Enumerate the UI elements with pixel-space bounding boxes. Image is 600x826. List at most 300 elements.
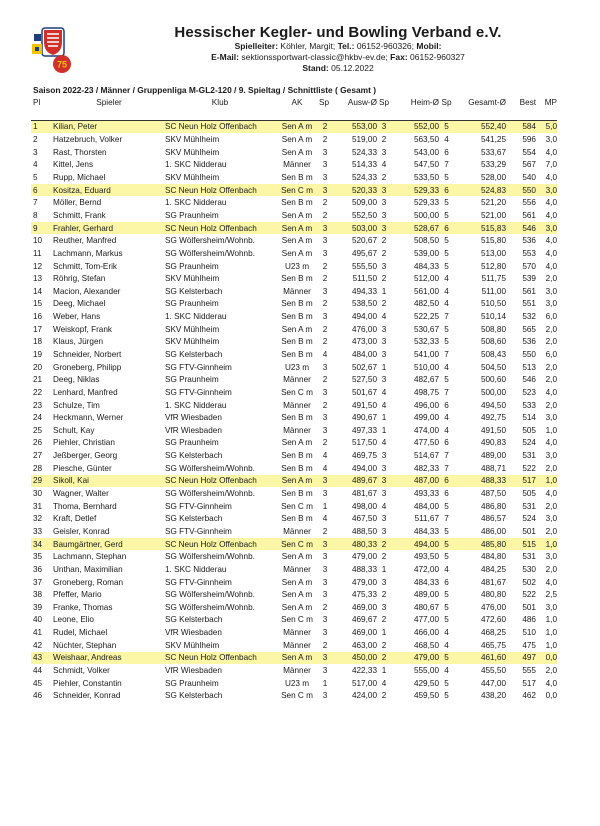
cell-pl: 35 — [33, 552, 43, 562]
cell-gesamt: 488,33 — [454, 475, 506, 488]
table-row — [31, 652, 557, 665]
cell-best: 550 — [522, 349, 536, 359]
cell-sp-heim: 2 — [377, 538, 391, 551]
cell-sp-ausw: 3 — [322, 173, 328, 183]
cell-ausw: 469,67 — [351, 615, 377, 625]
cell-ak: Sen C m — [281, 387, 313, 397]
cell-pl: 16 — [33, 312, 43, 322]
cell-pl: 37 — [33, 577, 43, 587]
cell-best: 551 — [522, 299, 536, 309]
cell-sp-heim: 3 — [381, 337, 387, 347]
table-row — [31, 677, 557, 690]
cell-sp-ges: 6 — [439, 184, 454, 197]
cell-gesamt: 508,60 — [480, 337, 506, 347]
cell-mp: 2,0 — [545, 526, 557, 536]
cell-klub: SKV Mühlheim — [165, 640, 220, 650]
table-row — [31, 588, 557, 601]
cell-heim: 482,67 — [413, 375, 439, 385]
table-row — [31, 550, 557, 563]
cell-pl: 36 — [33, 564, 43, 574]
cell-sp-ausw: 2 — [322, 375, 328, 385]
cell-pl: 11 — [33, 248, 42, 258]
table-row — [31, 373, 557, 386]
header-divider — [31, 107, 557, 120]
cell-best: 475 — [522, 640, 536, 650]
cell-gesamt: 489,00 — [480, 451, 506, 461]
cell-ak: Sen B m — [281, 489, 313, 499]
table-row — [31, 159, 557, 172]
cell-ausw: 555,50 — [351, 261, 377, 271]
cell-gesamt: 515,80 — [480, 236, 506, 246]
cell-best: 556 — [522, 198, 536, 208]
stand-line: Stand: 05.12.2022 — [302, 63, 374, 73]
cell-best: 570 — [522, 261, 536, 271]
cell-sp-ausw: 3 — [322, 691, 328, 701]
table-row — [31, 348, 557, 361]
cell-sp-heim: 2 — [381, 691, 387, 701]
cell-klub: 1. SKC Nidderau — [165, 160, 227, 170]
cell-mp: 4,0 — [545, 387, 557, 397]
cell-spieler: Lachmann, Stephan — [53, 552, 127, 562]
cell-sp-heim: 3 — [381, 489, 387, 499]
cell-gesamt: 500,60 — [480, 375, 506, 385]
cell-klub: SG FTV-Ginnheim — [165, 387, 232, 397]
col-header-best: Best — [519, 97, 536, 107]
cell-sp-ges: 6 — [444, 438, 449, 448]
cell-ak: Sen B m — [281, 413, 313, 423]
cell-gesamt: 455,50 — [480, 666, 506, 675]
cell-gesamt: 513,00 — [480, 248, 506, 258]
cell-ausw: 494,33 — [351, 286, 377, 296]
col-header-heim: Heim-Ø — [410, 97, 439, 107]
cell-ausw: 495,67 — [351, 248, 377, 258]
cell-mp: 2,0 — [545, 324, 557, 334]
cell-ausw: 490,67 — [351, 413, 377, 423]
cell-ak: Männer — [283, 400, 311, 410]
cell-sp-ges: 5 — [444, 552, 449, 562]
cell-sp-ausw: 2 — [322, 324, 328, 334]
cell-best: 539 — [522, 274, 536, 284]
cell-best: 522 — [522, 463, 536, 473]
cell-heim: 528,67 — [391, 222, 439, 235]
cell-sp-ausw: 3 — [322, 564, 328, 574]
cell-heim: 482,33 — [413, 463, 439, 473]
cell-spieler: Reuther, Manfred — [53, 236, 117, 246]
cell-spieler: Piehler, Constantin — [53, 678, 122, 688]
cell-best: 532 — [522, 312, 536, 322]
cell-best: 515 — [506, 538, 536, 551]
cell-ak: Sen A m — [281, 324, 313, 334]
cell-klub: SKV Mühlheim — [165, 337, 220, 347]
cell-ak: Sen B m — [281, 514, 313, 524]
cell-ausw: 527,50 — [351, 375, 377, 385]
cell-pl: 44 — [33, 666, 43, 675]
cell-ak: Sen B m — [281, 463, 313, 473]
cell-sp-heim: 3 — [381, 514, 387, 524]
cell-gesamt: 500,00 — [480, 387, 506, 397]
cell-ak: U23 m — [284, 261, 310, 271]
contact-line-1: Spielleiter: Köhler, Margit; Tel.: 06152-960326; Mobil: — [234, 41, 442, 51]
cell-heim: 468,50 — [413, 640, 439, 650]
cell-heim: 477,00 — [413, 615, 439, 625]
cell-gesamt: 510,50 — [480, 299, 506, 309]
col-header-ak: AK — [291, 97, 303, 107]
table-row — [31, 576, 557, 589]
cell-sp-ausw: 3 — [322, 577, 328, 587]
cell-heim: 511,67 — [414, 514, 439, 524]
cell-sp-ausw: 2 — [322, 299, 328, 309]
cell-klub: SG Kelsterbach — [165, 349, 223, 359]
cell-gesamt: 476,00 — [480, 602, 506, 612]
cell-ausw: 494,00 — [351, 312, 377, 322]
cell-best: 522 — [522, 590, 536, 600]
cell-ak: Sen A m — [281, 236, 313, 246]
cell-pl: 28 — [33, 463, 43, 473]
cell-pl: 45 — [33, 678, 43, 688]
cell-mp: 2,0 — [545, 274, 557, 284]
cell-gesamt: 487,50 — [480, 489, 506, 499]
cell-ausw: 511,50 — [352, 274, 377, 284]
cell-ausw: 481,67 — [351, 489, 377, 499]
cell-ausw: 517,00 — [351, 678, 377, 688]
col-header-sp-heim: Sp — [378, 97, 389, 107]
cell-ausw: 524,33 — [351, 147, 377, 157]
cell-sp-ges: 5 — [444, 198, 449, 208]
cell-spieler: Schneider, Norbert — [53, 349, 122, 359]
cell-gesamt: 494,50 — [480, 400, 506, 410]
cell-sp-heim: 3 — [377, 184, 391, 197]
cell-klub: 1. SKC Nidderau — [165, 564, 227, 574]
cell-sp-ges: 6 — [444, 147, 449, 157]
cell-sp-heim: 2 — [381, 135, 387, 145]
cell-ak: Sen A m — [281, 135, 313, 145]
cell-sp-ausw: 3 — [322, 286, 328, 296]
cell-sp-ausw: 3 — [322, 666, 328, 675]
cell-gesamt: 480,80 — [480, 590, 506, 600]
cell-gesamt: 484,80 — [480, 552, 506, 562]
cell-sp-ges: 4 — [444, 362, 449, 372]
cell-sp-heim: 1 — [381, 425, 387, 435]
cell-klub: SC Neun Holz Offenbach — [165, 120, 275, 133]
table-row — [31, 272, 557, 285]
cell-sp-ausw: 3 — [319, 184, 331, 197]
table-row — [31, 437, 557, 450]
cell-sp-ausw: 3 — [322, 147, 328, 157]
cell-klub: SG FTV-Ginnheim — [165, 526, 232, 536]
cell-sp-heim: 3 — [381, 463, 387, 473]
cell-sp-heim: 4 — [381, 400, 387, 410]
cell-sp-heim: 2 — [381, 299, 387, 309]
cell-ausw: 524,33 — [351, 173, 377, 183]
table-row — [31, 361, 557, 374]
cell-mp: 2,0 — [545, 362, 557, 372]
cell-sp-ausw: 3 — [322, 590, 328, 600]
cell-best: 536 — [522, 337, 536, 347]
cell-gesamt: 511,75 — [481, 274, 506, 284]
cell-sp-ausw: 3 — [322, 552, 328, 562]
cell-mp: 2,0 — [545, 400, 557, 410]
cell-sp-ges: 5 — [444, 236, 449, 246]
cell-ausw: 553,00 — [331, 120, 377, 133]
cell-sp-ges: 7 — [444, 514, 449, 524]
cell-ak: Männer — [283, 564, 311, 574]
table-row — [31, 260, 557, 273]
cell-pl: 5 — [33, 173, 38, 183]
cell-pl: 40 — [33, 615, 43, 625]
cell-heim: 552,00 — [391, 120, 439, 133]
cell-sp-heim: 2 — [381, 173, 387, 183]
cell-sp-heim: 3 — [381, 210, 387, 220]
cell-spieler: Lenhard, Manfred — [53, 387, 118, 397]
cell-sp-heim: 2 — [381, 274, 387, 284]
cell-sp-ausw: 4 — [322, 514, 328, 524]
cell-sp-ausw: 2 — [322, 602, 328, 612]
cell-ak: Männer — [283, 526, 311, 536]
cell-heim: 484,33 — [413, 261, 439, 271]
cell-sp-ausw: 3 — [322, 413, 328, 423]
cell-klub: VfR Wiesbaden — [165, 425, 222, 435]
cell-ak: Sen A m — [275, 120, 319, 133]
cell-best: 584 — [506, 120, 536, 133]
cell-mp: 2,0 — [545, 564, 557, 574]
cell-sp-heim: 2 — [381, 590, 387, 600]
cell-sp-heim: 3 — [381, 261, 387, 271]
cell-ak: Männer — [283, 286, 311, 296]
cell-klub: SKV Mühlheim — [165, 147, 220, 157]
cell-mp: 1,0 — [545, 640, 557, 650]
cell-pl: 25 — [33, 425, 43, 435]
cell-gesamt: 486,57 — [480, 514, 506, 524]
cell-sp-heim: 1 — [381, 362, 387, 372]
cell-gesamt: 485,80 — [454, 538, 506, 551]
cell-ak: Sen C m — [281, 501, 313, 511]
cell-klub: SG Wölfersheim/Wohnb. — [165, 552, 255, 562]
cell-mp: 1,0 — [545, 628, 557, 638]
cell-klub: SG Wölfersheim/Wohnb. — [165, 590, 255, 600]
cell-best: 497 — [506, 652, 536, 665]
cell-klub: SKV Mühlheim — [165, 274, 220, 284]
cell-ausw: 552,50 — [351, 210, 377, 220]
cell-heim: 555,00 — [413, 666, 439, 675]
cell-gesamt: 508,43 — [480, 349, 506, 359]
cell-mp: 4,0 — [545, 577, 557, 587]
cell-gesamt: 504,50 — [480, 362, 506, 372]
cell-klub: SG Wölfersheim/Wohnb. — [165, 463, 255, 473]
cell-gesamt: 438,20 — [480, 691, 506, 701]
cell-mp: 3,0 — [545, 135, 557, 145]
cell-gesamt: 490,83 — [480, 438, 506, 448]
cell-pl: 3 — [33, 147, 38, 157]
cell-sp-ausw: 3 — [322, 312, 328, 322]
cell-best: 524 — [522, 438, 536, 448]
cell-spieler: Wagner, Walter — [53, 489, 109, 499]
cell-sp-ges: 5 — [439, 652, 454, 665]
cell-klub: SG Praunheim — [165, 299, 219, 309]
cell-spieler: Pfeffer, Mario — [53, 590, 102, 600]
cell-ausw: 469,00 — [351, 628, 377, 638]
cell-pl: 29 — [31, 475, 53, 488]
cell-spieler: Groneberg, Roman — [53, 577, 124, 587]
table-body — [31, 120, 557, 702]
cell-best: 546 — [522, 375, 536, 385]
cell-best: 531 — [522, 501, 536, 511]
cell-klub: 1. SKC Nidderau — [165, 198, 227, 208]
cell-ausw: 488,33 — [351, 564, 377, 574]
cell-mp: 4,0 — [545, 147, 557, 157]
table-row — [31, 196, 557, 209]
cell-pl: 33 — [33, 526, 43, 536]
cell-sp-ges: 4 — [444, 299, 449, 309]
cell-gesamt: 486,80 — [480, 501, 506, 511]
cell-sp-ges: 5 — [444, 248, 449, 258]
cell-klub: SC Neun Holz Offenbach — [165, 184, 275, 197]
table-row — [31, 310, 557, 323]
cell-gesamt: 533,67 — [480, 147, 506, 157]
cell-heim: 530,67 — [413, 324, 439, 334]
cell-best: 561 — [522, 286, 536, 296]
table-row — [31, 525, 557, 538]
cell-sp-heim: 2 — [381, 640, 387, 650]
org-title: Hessischer Kegler- und Bowling Verband e.V. — [174, 24, 502, 41]
cell-spieler: Schult, Kay — [53, 425, 95, 435]
cell-sp-ges: 4 — [444, 564, 449, 574]
table-row — [31, 664, 557, 677]
cell-heim: 543,00 — [413, 147, 439, 157]
cell-sp-heim: 4 — [381, 387, 387, 397]
cell-mp: 3,0 — [545, 552, 557, 562]
cell-gesamt: 468,25 — [480, 628, 506, 638]
cell-ausw: 473,00 — [351, 337, 377, 347]
cell-ausw: 509,00 — [351, 198, 377, 208]
cell-sp-ausw: 3 — [319, 475, 331, 488]
col-header-klub: Klub — [211, 97, 229, 107]
cell-mp: 3,0 — [545, 602, 557, 612]
cell-spieler: Macion, Alexander — [53, 286, 121, 296]
cell-ak: Sen A m — [281, 552, 313, 562]
cell-pl: 21 — [33, 375, 43, 385]
cell-sp-ausw: 2 — [322, 438, 328, 448]
cell-sp-heim: 3 — [381, 451, 387, 461]
cell-sp-ges: 5 — [444, 678, 449, 688]
cell-klub: SC Neun Holz Offenbach — [165, 222, 275, 235]
cell-mp: 2,0 — [545, 666, 557, 675]
cell-sp-ausw: 3 — [322, 628, 328, 638]
cell-gesamt: 491,50 — [480, 425, 506, 435]
cell-mp: 4,0 — [545, 198, 557, 208]
cell-sp-ges: 5 — [444, 173, 449, 183]
cell-sp-ges: 5 — [444, 602, 449, 612]
cell-pl: 8 — [33, 210, 38, 220]
cell-heim: 487,00 — [391, 475, 439, 488]
cell-ausw: 494,00 — [351, 463, 377, 473]
cell-spieler: Weishaar, Andreas — [53, 652, 165, 665]
cell-ak: Sen B m — [281, 299, 313, 309]
cell-heim: 477,50 — [413, 438, 439, 448]
cell-klub: SG FTV-Ginnheim — [165, 577, 232, 587]
cell-gesamt: 521,20 — [480, 198, 506, 208]
cell-sp-ges: 4 — [444, 666, 449, 675]
cell-heim: 498,75 — [413, 387, 439, 397]
cell-pl: 30 — [33, 489, 43, 499]
cell-mp: 6,0 — [545, 349, 557, 359]
cell-ausw: 514,33 — [351, 160, 377, 170]
cell-spieler: Schmidt, Volker — [53, 666, 110, 675]
cell-best: 517 — [522, 678, 536, 688]
cell-ausw: 497,33 — [351, 425, 377, 435]
cell-mp: 3,0 — [536, 222, 557, 235]
cell-ausw: 517,50 — [351, 438, 377, 448]
cell-ausw: 475,33 — [351, 590, 377, 600]
cell-ak: Sen B m — [281, 274, 313, 284]
cell-best: 510 — [522, 628, 536, 638]
cell-klub: SG Kelsterbach — [165, 691, 223, 701]
col-header-pl: Pl — [33, 97, 41, 107]
cell-pl: 46 — [33, 691, 43, 701]
cell-ak: Sen A m — [281, 602, 313, 612]
cell-klub: SG Praunheim — [165, 438, 219, 448]
cell-sp-ges: 5 — [444, 590, 449, 600]
table-row — [31, 386, 557, 399]
cell-sp-ges: 5 — [444, 210, 449, 220]
cell-klub: SG FTV-Ginnheim — [165, 362, 232, 372]
cell-mp: 0,0 — [545, 691, 557, 701]
cell-klub: 1. SKC Nidderau — [165, 312, 227, 322]
cell-pl: 26 — [33, 438, 43, 448]
cell-klub: VfR Wiesbaden — [165, 628, 222, 638]
cell-spieler: Schmitt, Tom-Erik — [53, 261, 117, 271]
cell-sp-ausw: 2 — [322, 135, 328, 145]
cell-ausw: 463,00 — [351, 640, 377, 650]
cell-ak: Sen B m — [281, 451, 313, 461]
cell-heim: 529,33 — [413, 198, 439, 208]
cell-ak: Sen C m — [275, 184, 319, 197]
average-table — [31, 97, 557, 702]
cell-sp-ausw: 2 — [322, 400, 328, 410]
cell-mp: 2,0 — [545, 463, 557, 473]
cell-klub: VfR Wiesbaden — [165, 666, 222, 675]
cell-heim: 484,00 — [413, 501, 439, 511]
cell-ausw: 469,75 — [351, 451, 377, 461]
cell-heim: 496,00 — [413, 400, 439, 410]
cell-sp-ausw: 2 — [322, 337, 328, 347]
cell-sp-ausw: 3 — [322, 248, 328, 258]
cell-sp-ausw: 4 — [322, 349, 328, 359]
cell-ak: U23 m — [284, 362, 310, 372]
cell-best: 513 — [522, 362, 536, 372]
table-row — [31, 449, 557, 462]
cell-ausw: 502,67 — [351, 362, 377, 372]
cell-ak: Sen B m — [281, 349, 313, 359]
cell-pl: 23 — [33, 400, 43, 410]
cell-mp: 1,0 — [545, 615, 557, 625]
cell-pl: 41 — [33, 628, 43, 638]
cell-sp-heim: 4 — [381, 312, 387, 322]
cell-ausw: 488,50 — [351, 526, 377, 536]
cell-ausw: 424,00 — [351, 691, 377, 701]
cell-spieler: Piesche, Günter — [53, 463, 112, 473]
cell-sp-heim: 1 — [381, 666, 387, 675]
cell-mp: 4,0 — [545, 438, 557, 448]
table-row — [31, 285, 557, 298]
cell-spieler: Jeßberger, Georg — [53, 451, 118, 461]
cell-heim: 494,00 — [391, 538, 439, 551]
cell-sp-ges: 4 — [444, 135, 449, 145]
cell-mp: 1,0 — [536, 538, 557, 551]
cell-sp-ges: 4 — [444, 640, 449, 650]
cell-mp: 4,0 — [545, 261, 557, 271]
cell-sp-heim: 3 — [377, 475, 391, 488]
cell-gesamt: 515,83 — [454, 222, 506, 235]
